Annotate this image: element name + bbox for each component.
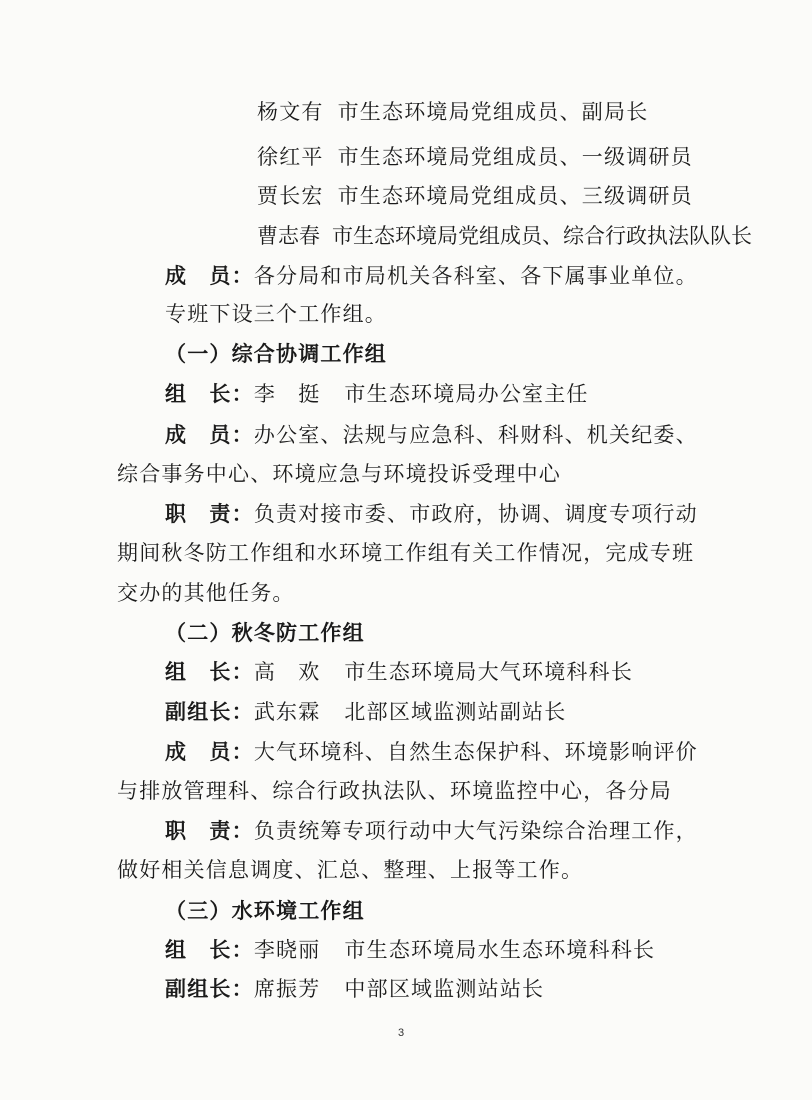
leader-line (257, 221, 752, 251)
group3-deputy-line (165, 974, 544, 1004)
members-label: 成 员： (165, 422, 254, 447)
members-label: 成 员： (165, 739, 254, 764)
leader-name: 贾长宏 (257, 184, 324, 208)
duty-text: 负责对接市委、市政府，协调、调度专项行动 (253, 502, 698, 526)
leader-name: 李晓丽 (253, 938, 321, 962)
group2-leader-line (165, 657, 633, 687)
group1-members-continuation: 综合事务中心、环境应急与环境投诉受理中心 (117, 462, 561, 486)
leader-name: 杨文有 (257, 100, 324, 124)
leader-title: 市生态环境局大气环境科科长 (344, 660, 634, 684)
leader-name: 高 欢 (253, 660, 321, 684)
deputy-name: 武东霖 (253, 700, 321, 724)
leader-name: 徐红平 (257, 145, 324, 169)
members-text: 办公室、法规与应急科、科财科、机关纪委、 (253, 423, 698, 447)
leader-name: 李 挺 (253, 382, 321, 406)
group1-duty-continuation: 期间秋冬防工作组和水环境工作组有关工作情况，完成专班 (117, 541, 695, 565)
duty-label: 职 责： (165, 818, 254, 843)
leader-title: 市生态环境局党组成员、综合行政执法队队长 (332, 224, 752, 248)
deputy-label: 副组长： (165, 699, 254, 724)
leader-title: 市生态环境局党组成员、三级调研员 (337, 184, 693, 208)
duty-text: 负责统筹专项行动中大气污染综合治理工作， (253, 819, 698, 843)
group1-members-line (165, 420, 698, 450)
group1-duty-line (165, 499, 698, 529)
leader-title: 市生态环境局党组成员、一级调研员 (337, 145, 693, 169)
page-number: 3 (398, 1027, 405, 1039)
leader-line (257, 142, 693, 172)
leader-name: 曹志春 (257, 224, 320, 248)
leader-title: 市生态环境局办公室主任 (344, 382, 589, 406)
duty-label: 职 责： (165, 501, 254, 526)
intro-line: 专班下设三个工作组。 (165, 302, 387, 326)
members-line (165, 261, 698, 291)
deputy-title: 北部区域监测站副站长 (344, 700, 567, 724)
group2-deputy-line (165, 697, 566, 727)
group1-duty-continuation: 交办的其他任务。 (117, 581, 295, 605)
group2-duty-continuation: 做好相关信息调度、汇总、整理、上报等工作。 (117, 858, 584, 882)
group3-leader-line (165, 935, 655, 965)
group3-heading: （三）水环境工作组 (165, 898, 365, 923)
leader-label: 组 长： (165, 937, 254, 962)
members-text: 各分局和市局机关各科室、各下属事业单位。 (253, 264, 698, 288)
group2-heading: （二）秋冬防工作组 (165, 620, 365, 645)
group2-duty-line (165, 816, 698, 846)
members-text: 大气环境科、自然生态保护科、环境影响评价 (253, 740, 698, 764)
deputy-title: 中部区域监测站站长 (344, 977, 545, 1001)
leader-label: 组 长： (165, 381, 254, 406)
leader-line (257, 181, 693, 211)
leader-label: 组 长： (165, 659, 254, 684)
group2-members-continuation: 与排放管理科、综合行政执法队、环境监控中心，各分局 (117, 779, 672, 803)
deputy-label: 副组长： (165, 976, 254, 1001)
deputy-name: 席振芳 (253, 977, 321, 1001)
leader-title: 市生态环境局党组成员、副局长 (337, 100, 649, 124)
group1-leader-line (165, 379, 589, 409)
members-label: 成 员： (165, 263, 254, 288)
group2-members-line (165, 737, 698, 767)
leader-line (257, 97, 648, 127)
leader-title: 市生态环境局水生态环境科科长 (344, 938, 656, 962)
group1-heading: （一）综合协调工作组 (165, 341, 387, 366)
